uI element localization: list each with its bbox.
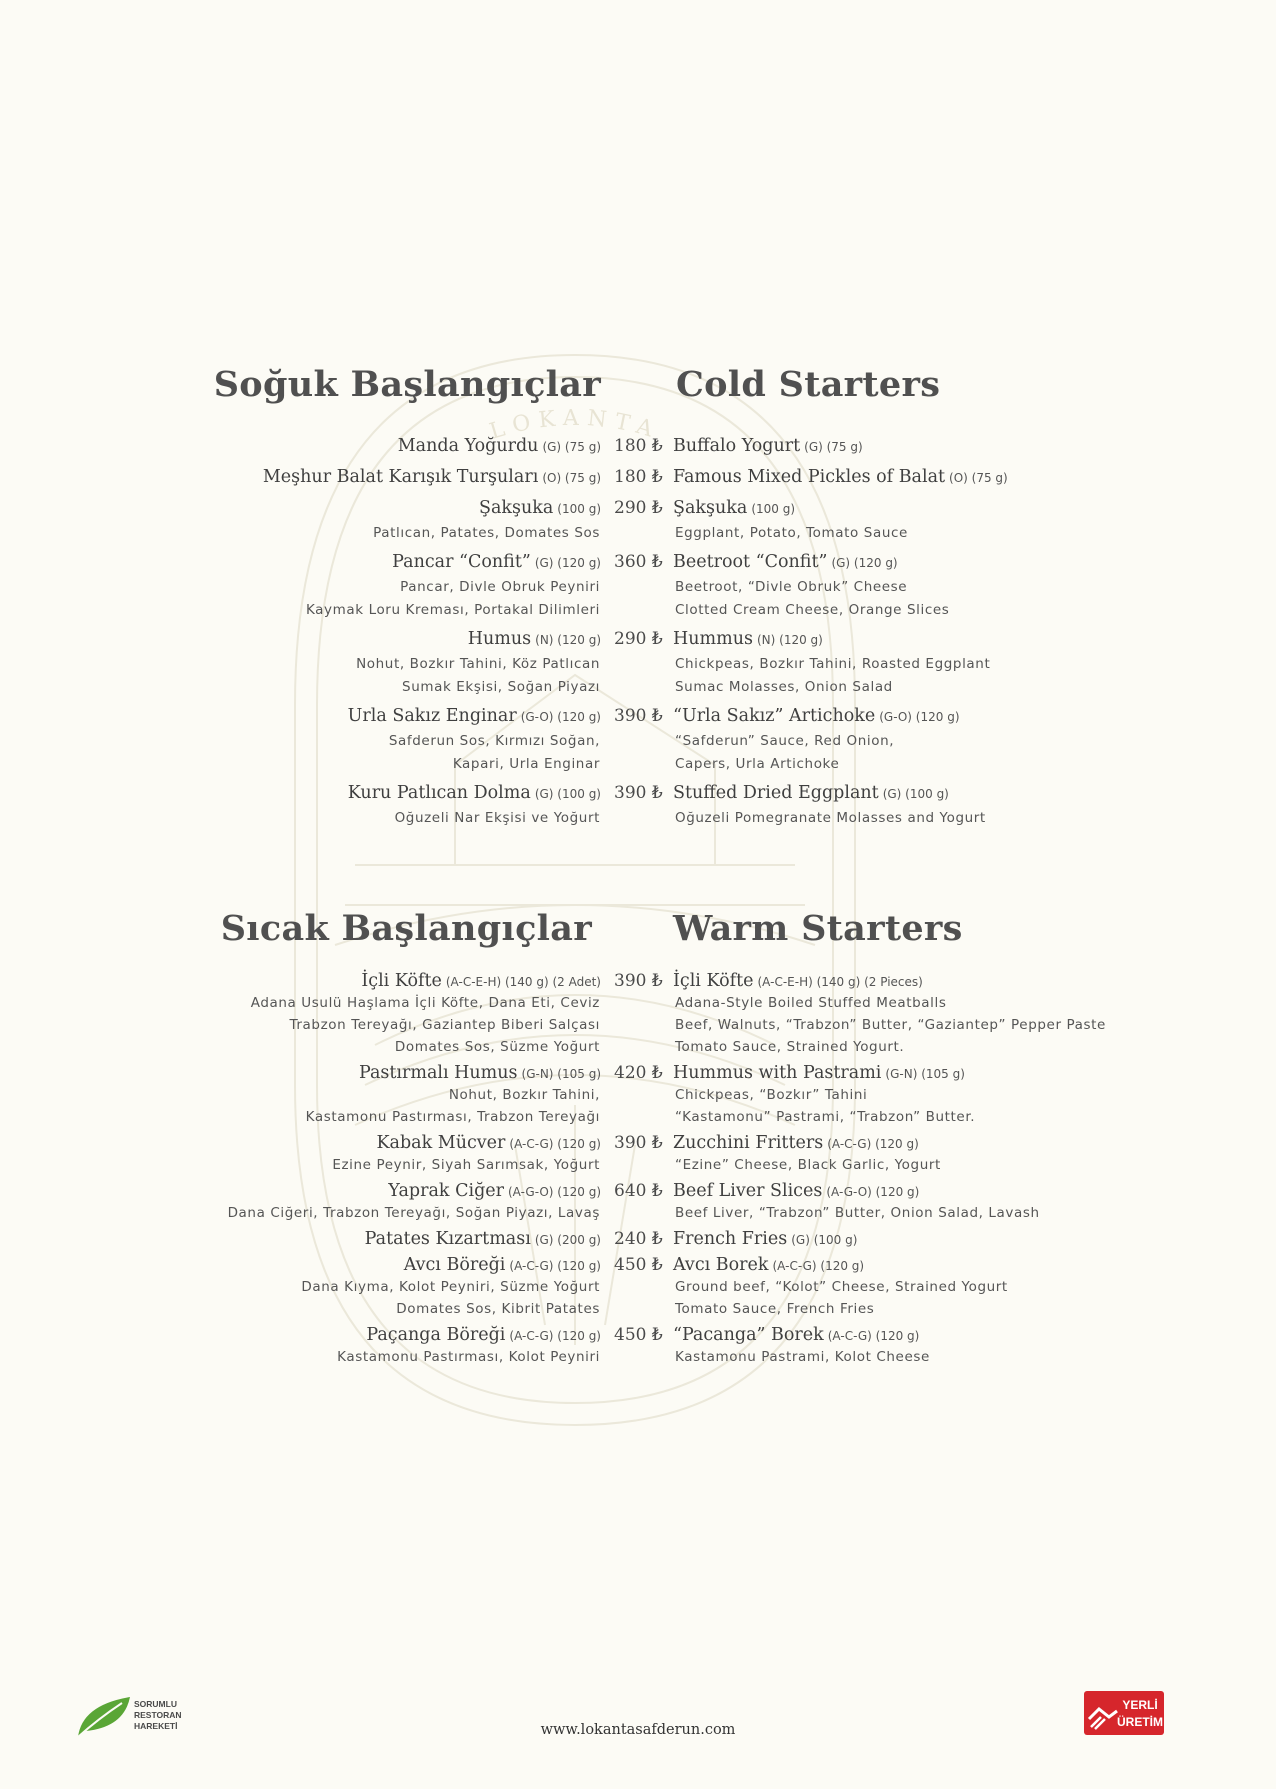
item-price: 450 ₺ (614, 1255, 663, 1275)
item-description-row (0, 602, 1276, 625)
item-name-en (673, 1181, 919, 1201)
item-title-tr: Avcı Böreği (403, 1255, 506, 1275)
item-allergens-en: (G-N) (105 g) (885, 1067, 965, 1081)
item-allergens-tr: (A-C-G) (120 g) (509, 1259, 601, 1273)
item-title-en: Famous Mixed Pickles of Balat (673, 467, 946, 487)
item-name-tr (392, 552, 601, 572)
item-allergens-en: (G) (100 g) (882, 787, 949, 801)
menu-item (0, 1063, 1276, 1133)
item-name-tr (398, 436, 601, 456)
item-allergens-en: (G) (100 g) (791, 1233, 858, 1247)
menu-item (0, 1255, 1276, 1325)
item-description-tr: Pancar, Divle Obruk Peyniri (400, 579, 600, 595)
item-title-en: “Urla Sakız” Artichoke (673, 706, 876, 726)
item-description-en: Beef, Walnuts, “Trabzon” Butter, “Gaziantep” Pepper Paste (675, 1017, 1106, 1033)
item-name-tr (479, 498, 601, 518)
local-production-logo (1083, 1689, 1165, 1741)
emblem-arc-text: LOKANTA (486, 405, 664, 445)
logo-right-line-1: YERLİ (1122, 1698, 1158, 1712)
item-description-en: “Ezine” Cheese, Black Garlic, Yogurt (675, 1157, 941, 1173)
item-description-row (0, 1349, 1276, 1371)
item-name-tr (263, 467, 601, 487)
item-name-tr (365, 1229, 601, 1249)
item-price: 420 ₺ (614, 1063, 663, 1083)
item-title-tr: Patates Kızartması (364, 1229, 531, 1249)
item-description-en: Clotted Cream Cheese, Orange Slices (675, 602, 950, 618)
item-description-row (0, 579, 1276, 602)
item-description-tr: Kastamonu Pastırması, Trabzon Tereyağı (305, 1109, 600, 1125)
cold-items-list (0, 436, 1276, 837)
item-title-tr: Pastırmalı Humus (358, 1063, 518, 1083)
logo-left-line-2: RESTORAN (134, 1710, 182, 1720)
item-allergens-tr: (G-N) (105 g) (521, 1067, 601, 1081)
warm-title-en: Warm Starters (673, 908, 963, 949)
item-price: 180 ₺ (614, 436, 663, 456)
menu-item (0, 629, 1276, 706)
item-name-tr (359, 1063, 601, 1083)
item-allergens-en: (O) (75 g) (949, 471, 1008, 485)
item-description-en: Sumac Molasses, Onion Salad (675, 679, 893, 695)
item-description-en: Tomato Sauce, French Fries (675, 1301, 875, 1317)
item-name-en (673, 467, 1008, 487)
item-description-row (0, 679, 1276, 702)
item-title-tr: Şakşuka (478, 498, 554, 518)
item-title-en: French Fries (673, 1229, 788, 1249)
item-description-en: Chickpeas, Bozkır Tahini, Roasted Eggplant (675, 656, 991, 672)
item-name-tr (348, 706, 601, 726)
item-description-tr: Dana Ciğeri, Trabzon Tereyağı, Soğan Piyazı, Lavaş (227, 1205, 600, 1221)
menu-item-row (0, 1229, 1276, 1253)
item-allergens-en: (A-C-E-H) (140 g) (2 Pieces) (757, 975, 923, 989)
item-name-en (673, 552, 898, 572)
item-price: 390 ₺ (614, 1133, 663, 1153)
item-description-tr: Domates Sos, Kibrit Patates (396, 1301, 600, 1317)
item-allergens-en: (G) (75 g) (804, 440, 863, 454)
item-title-en: Avcı Borek (673, 1255, 769, 1275)
item-title-en: Beef Liver Slices (673, 1181, 823, 1201)
menu-item (0, 498, 1276, 552)
item-title-tr: Humus (467, 629, 532, 649)
item-description-row (0, 733, 1276, 756)
menu-item-row (0, 629, 1276, 656)
item-description-en: Oğuzeli Pomegranate Molasses and Yogurt (675, 810, 986, 826)
item-allergens-en: (A-C-G) (120 g) (827, 1137, 919, 1151)
item-description-row (0, 525, 1276, 548)
item-description-row (0, 1301, 1276, 1323)
item-description-en: Beef Liver, “Trabzon” Butter, Onion Salad, Lavash (675, 1205, 1040, 1221)
item-description-tr: Kapari, Urla Enginar (452, 756, 600, 772)
menu-item (0, 1229, 1276, 1255)
item-name-tr (348, 783, 601, 803)
item-allergens-tr: (A-G-O) (120 g) (508, 1185, 601, 1199)
menu-item-row (0, 1133, 1276, 1157)
item-allergens-tr: (G) (200 g) (534, 1233, 601, 1247)
item-name-en (673, 1063, 965, 1083)
item-allergens-en: (A-C-G) (120 g) (827, 1329, 920, 1343)
item-price: 360 ₺ (614, 552, 663, 572)
cold-title-en: Cold Starters (676, 364, 941, 405)
item-title-tr: Pancar “Confit” (392, 552, 531, 572)
item-description-row (0, 1017, 1276, 1039)
item-price: 180 ₺ (614, 467, 663, 487)
item-allergens-en: (A-G-O) (120 g) (826, 1185, 920, 1199)
item-name-tr (388, 1181, 601, 1201)
item-title-en: Şakşuka (673, 498, 748, 518)
item-description-en: Beetroot, “Divle Obruk” Cheese (675, 579, 908, 595)
menu-item (0, 467, 1276, 498)
item-description-row (0, 1205, 1276, 1227)
item-allergens-en: (N) (120 g) (756, 633, 823, 647)
logo-left-line-3: HAREKETİ (134, 1721, 178, 1731)
item-title-tr: Paçanga Böreği (366, 1325, 506, 1345)
item-description-tr: Trabzon Tereyağı, Gaziantep Biberi Salçası (289, 1017, 600, 1033)
item-title-en: Hummus with Pastrami (673, 1063, 882, 1083)
item-description-en: Chickpeas, “Bozkır” Tahini (675, 1087, 868, 1103)
item-price: 290 ₺ (614, 498, 663, 518)
menu-item (0, 1181, 1276, 1229)
logo-right-line-2: ÜRETİM (1117, 1715, 1163, 1729)
item-allergens-tr: (100 g) (557, 502, 601, 516)
item-title-en: Buffalo Yogurt (673, 436, 801, 456)
item-name-tr (376, 1133, 601, 1153)
item-price: 390 ₺ (614, 971, 663, 991)
item-allergens-tr: (N) (120 g) (535, 633, 601, 647)
item-description-tr: Sumak Ekşisi, Soğan Piyazı (402, 679, 600, 695)
item-description-tr: Dana Kıyma, Kolot Peyniri, Süzme Yoğurt (301, 1279, 600, 1295)
item-description-en: Eggplant, Potato, Tomato Sauce (675, 525, 908, 541)
item-description-row (0, 656, 1276, 679)
menu-item-row (0, 1255, 1276, 1279)
item-name-en (673, 783, 949, 803)
item-title-en: “Pacanga” Borek (673, 1325, 824, 1345)
menu-item (0, 971, 1276, 1063)
handshake-icon (1083, 1689, 1165, 1737)
item-description-tr: Nohut, Bozkır Tahini, Köz Patlıcan (356, 656, 600, 672)
item-price: 290 ₺ (614, 629, 663, 649)
item-name-en (673, 1325, 919, 1345)
item-description-tr: Domates Sos, Süzme Yoğurt (394, 1039, 600, 1055)
menu-item-row (0, 1181, 1276, 1205)
item-description-row (0, 1279, 1276, 1301)
item-title-tr: İçli Köfte (361, 971, 442, 991)
menu-item-row (0, 971, 1276, 995)
item-name-tr (361, 971, 601, 991)
item-name-en (673, 436, 863, 456)
item-title-en: İçli Köfte (673, 971, 754, 991)
item-name-en (673, 498, 795, 518)
item-title-en: Stuffed Dried Eggplant (673, 783, 879, 803)
item-allergens-tr: (G) (75 g) (542, 440, 601, 454)
item-description-row (0, 756, 1276, 779)
item-name-tr (468, 629, 601, 649)
item-name-en (673, 971, 923, 991)
item-price: 390 ₺ (614, 706, 663, 726)
item-description-tr: Kaymak Loru Kreması, Portakal Dilimleri (305, 602, 600, 618)
item-description-row (0, 1109, 1276, 1131)
item-allergens-en: (G) (120 g) (831, 556, 898, 570)
menu-item-row (0, 1063, 1276, 1087)
logo-left-line-1: SORUMLU (134, 1699, 177, 1709)
item-description-en: “Safderun” Sauce, Red Onion, (675, 733, 895, 749)
item-description-tr: Nohut, Bozkır Tahini, (448, 1087, 600, 1103)
item-allergens-en: (A-C-G) (120 g) (772, 1259, 865, 1273)
item-description-en: Capers, Urla Artichoke (675, 756, 840, 772)
item-title-tr: Manda Yoğurdu (397, 436, 539, 456)
item-price: 450 ₺ (614, 1325, 663, 1345)
menu-item-row (0, 783, 1276, 810)
menu-item (0, 436, 1276, 467)
menu-item-row (0, 706, 1276, 733)
item-title-tr: Yaprak Ciğer (388, 1181, 504, 1201)
item-name-tr (366, 1325, 601, 1345)
menu-item (0, 706, 1276, 783)
item-title-tr: Kuru Patlıcan Dolma (347, 783, 531, 803)
item-allergens-tr: (A-C-E-H) (140 g) (2 Adet) (445, 975, 601, 989)
item-allergens-tr: (A-C-G) (120 g) (509, 1329, 601, 1343)
item-name-tr (404, 1255, 601, 1275)
cold-title-tr: Soğuk Başlangıçlar (213, 364, 601, 405)
item-name-en (673, 1229, 857, 1249)
item-allergens-tr: (G) (100 g) (534, 787, 601, 801)
item-description-row (0, 1157, 1276, 1179)
item-allergens-tr: (O) (75 g) (542, 471, 601, 485)
item-allergens-en: (G-O) (120 g) (879, 710, 960, 724)
item-title-tr: Urla Sakız Enginar (347, 706, 517, 726)
item-description-row (0, 995, 1276, 1017)
item-allergens-tr: (G-O) (120 g) (520, 710, 601, 724)
item-name-en (673, 706, 960, 726)
item-description-row (0, 1087, 1276, 1109)
item-title-en: Beetroot “Confit” (673, 552, 828, 572)
item-name-en (673, 1133, 919, 1153)
menu-item-row (0, 552, 1276, 579)
item-title-tr: Meşhur Balat Karışık Turşuları (262, 467, 539, 487)
item-name-en (673, 1255, 864, 1275)
item-description-en: Ground beef, “Kolot” Cheese, Strained Yogurt (675, 1279, 1008, 1295)
item-description-tr: Patlıcan, Patates, Domates Sos (373, 525, 600, 541)
menu-item-row (0, 498, 1276, 525)
item-description-tr: Oğuzeli Nar Ekşisi ve Yoğurt (394, 810, 600, 826)
warm-items-list (0, 971, 1276, 1373)
item-description-en: Tomato Sauce, Strained Yogurt. (675, 1039, 905, 1055)
item-title-tr: Kabak Mücver (376, 1133, 506, 1153)
item-allergens-tr: (G) (120 g) (534, 556, 601, 570)
menu-item-row (0, 1325, 1276, 1349)
menu-item (0, 552, 1276, 629)
warm-title-tr: Sıcak Başlangıçlar (220, 908, 592, 949)
item-description-row (0, 1039, 1276, 1061)
website-url[interactable]: www.lokantasafderun.com (540, 1722, 736, 1738)
item-title-en: Hummus (673, 629, 753, 649)
item-description-en: Adana-Style Boiled Stuffed Meatballs (675, 995, 947, 1011)
item-price: 240 ₺ (614, 1229, 663, 1249)
item-description-en: Kastamonu Pastrami, Kolot Cheese (675, 1349, 930, 1365)
menu-item-row (0, 467, 1276, 494)
item-price: 640 ₺ (614, 1181, 663, 1201)
item-allergens-tr: (A-C-G) (120 g) (509, 1137, 601, 1151)
item-description-tr: Kastamonu Pastırması, Kolot Peyniri (337, 1349, 600, 1365)
item-price: 390 ₺ (614, 783, 663, 803)
menu-item (0, 1133, 1276, 1181)
item-description-tr: Safderun Sos, Kırmızı Soğan, (388, 733, 600, 749)
item-allergens-en: (100 g) (751, 502, 796, 516)
item-title-en: Zucchini Fritters (673, 1133, 824, 1153)
menu-item (0, 783, 1276, 837)
item-name-en (673, 629, 823, 649)
menu-item (0, 1325, 1276, 1373)
item-description-row (0, 810, 1276, 833)
item-description-en: “Kastamonu” Pastrami, “Trabzon” Butter. (675, 1109, 976, 1125)
item-description-tr: Adana Usulü Haşlama İçli Köfte, Dana Eti, Ceviz (250, 995, 600, 1011)
item-description-tr: Ezine Peynir, Siyah Sarımsak, Yoğurt (332, 1157, 600, 1173)
menu-item-row (0, 436, 1276, 463)
